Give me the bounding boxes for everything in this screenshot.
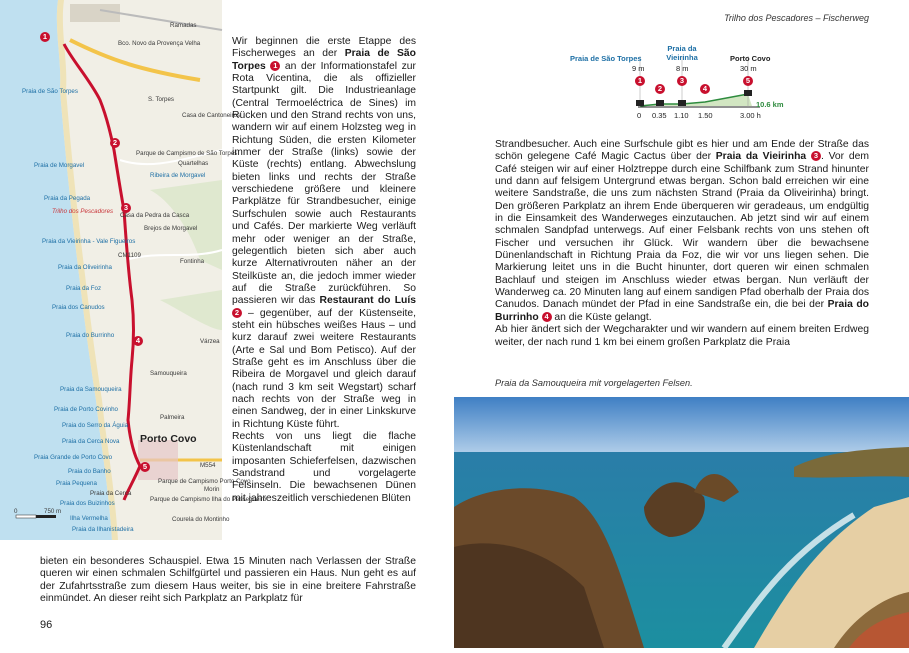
map-label: Praia da Cerca Nova [62,438,120,445]
map-label: Praia da Samouqueira [60,386,122,393]
map-label: Praia da Ilhanistadeira [72,526,134,533]
waypoint-badge-3: 3 [811,151,821,161]
map-label: Ribeira de Morgavel [150,172,206,179]
coast-photo [454,397,909,648]
profile-start-name: Praia de São Torpes [570,54,642,63]
waypoint-3: 3 [121,203,131,213]
map-label: Praia do Banho [68,468,111,475]
profile-dist-1: 0 [637,111,642,120]
right-column-text: Strandbesucher. Auch eine Surfschule gibt es hier und am Ende der Straße das schön gelegene Café Magic Cactus über der Praia da Vieirinha 3 . Vor dem Café steigen wir auf einer Holztreppe durch eine Schilfbank zum Strand hinunter und dann auf felsigem Untergrund etwas bergan. Schon bald erreichen wir eine weitere Sandstraße, die uns zum nächsten Strand (Praia da Oliveirinha) bringt. Den größeren Parkplatz an ihrem Ende überqueren wir geradeaus, um endgültig in die Einsamkeit des Wanderweges einzutauchen. Ab jetzt sind wir auf einem schmalen Sandpfad unterwegs. Auf einer Felsbank rechts von uns stehen oft Fischer und versuchen ihr Glück. Wir wandern über die bewachsene Dünenlandschaft in Richtung Praia da Foz, die wir vor uns liegen sehen. Die Markierung leitet uns in die Bucht hinunter, dort queren wir einen schmalen Bachlauf und steigen im Anschluss wieder etwas bergan. Nun verläuft der Wanderweg ca. 20 Minuten lang auf einem sandigen Pfad oberhalb der Praia dos Canudos. Danach mündet der Pfad in eine Sandstraße ein, die bei der Praia do Burrinho 4 an die Küste gelangt. Ab hier ändert sich der Wegcharakter und wir wandern auf einem breiten Erdweg weiter, der nach rund 1 km bei einem großen Parkplatz die Praia [495,139,869,348]
map-label: Praia da Vieirinha - Vale Figueiros [42,238,136,245]
profile-marker-2: 2 [655,84,665,94]
waypoint-badge-1: 1 [270,61,280,71]
map-label: Praia da Cerca [90,490,132,497]
profile-total: 10.6 km [756,100,784,109]
profile-marker-5: 5 [743,76,753,86]
map-label: Ramadas [170,22,197,29]
map-label: Praia dos Buizinhos [60,500,115,507]
map-label: Praia Pequena [56,480,97,487]
profile-marker-3: 3 [677,76,687,86]
map-label: Praia dos Canudos [52,304,105,311]
map-label: Trilho dos Pescadores [52,208,114,215]
map-label: CM1109 [118,252,141,259]
profile-marker-4: 4 [700,84,710,94]
profile-dist-3: 1.10 [674,111,689,120]
map-label: Palmeira [160,414,185,421]
map-label: Ilha Vermelha [70,515,108,522]
map-label: S. Torpes [148,96,175,103]
profile-dist-4: 1.50 [698,111,713,120]
map-label: Courela do Montinho [172,516,230,523]
bottom-left-text: bieten ein besonderes Schauspiel. Etwa 15 Minuten nach Verlassen der Straße queren wir einen schmalen Schilfgürtel und passieren ein Haus. Nun geht es auf der Zufahrtsstraße zum diesem Haus weiter, bis sie in eine breitere Fahrstraße einmündet. An dieser reiht sich Parkplatz an Parkplatz für [40,556,416,605]
map-label: Brejos de Morgavel [144,225,198,232]
waypoint-5: 5 [140,462,150,472]
map-label: Quartelhas [178,160,209,167]
map-label: Casa da Pedra da Casca [120,212,190,219]
profile-dist-2: 0.35 [652,111,667,120]
page-number: 96 [40,619,53,631]
route-map [0,0,267,540]
map-label: Parque de Campismo Ilha do Pessegueiro [150,496,267,503]
map-label-town: Porto Covo [140,433,197,445]
map-label: M554 [200,462,216,469]
map-label: Praia do Burrinho [66,332,115,339]
map-label: Casa de Cantoneiros [182,112,241,119]
map-label: Várzea [200,338,220,345]
map-label: Praia de Porto Covinho [54,406,118,413]
map-label: Praia de Morgavel [34,162,85,169]
profile-marker-1: 1 [635,76,645,86]
map-label: Fontinha [180,258,205,265]
map-label: Morin [204,486,220,493]
profile-start-elev: 9 m [632,64,645,73]
profile-mid-name: Praia da Vieirinha [666,44,698,62]
waypoint-2: 2 [110,138,120,148]
map-label: Praia Grande de Porto Covo [34,454,113,461]
scale-label: 750 m [44,508,62,515]
waypoint-badge-4: 4 [542,312,552,322]
map-label: Bco. Novo da Provença Velha [118,40,201,47]
map-label: Samouqueira [150,370,187,377]
profile-dist-5: 3.00 h [740,111,761,120]
map-label: Praia da Pegada [44,195,91,202]
waypoint-4: 4 [133,336,143,346]
map-label: Parque de Campismo de São Torpes [136,150,238,157]
profile-end-name: Porto Covo [730,54,771,63]
map-label: Praia da Oliveirinha [58,264,112,271]
running-header: Trilho dos Pescadores – Fischerweg [724,13,869,23]
left-column-text: Wir beginnen die erste Etappe des Fischerweges an der Praia de São Torpes 1 an der Informationstafel zur Rota Vicentina, die als offizieller Startpunkt gilt. Die Industrieanlage (Central Termoeléctrica de Sines) im Rücken und den Strand rechts von uns, wandern wir auf einem Holzsteg weg in Richtung Süden, die ersten Kilometer immer der Straße (links) sowie der Küste (rechts) entlang. Abwechslung bieten links und rechts der Straße verschiedene größere und kleinere Parkplätze für Strandbesucher, einige Surfschulen sowie auch Restaurants und Cafés. Der markierte Weg verläuft mehr oder weniger an der Straße, gelegentlich bieten sich aber auch kurze Alternativrouten näher an der Steilküste an, die jedoch immer wieder auf die Straße zurückführen. So passieren wir das Restaurant do Luís 2 – gegenüber, auf der Küstenseite, steht ein hübsches weißes Haus – und kurz darauf zwei weitere Restaurants (Arte e Sal und Bom Petisco). Auf der Straße geht es im Anschluss über die Ribeira de Morgavel und gleich darauf (nach rund 3 km seit Wegstart) scharf nach rechts von der Straße weg in einen Sandweg, der in einer Linkskurve in Richtung Küste führt. Rechts von uns liegt die flache Küstenlandschaft mit einigen imposanten Schieferfelsen, dazwischen Sandstrand und vorgelagerte Felsinseln. Die bewachsenen Dünen mit jahreszeitlich verschiedenen Blüten [232,36,417,504]
profile-mid-elev: 8 m [676,64,689,73]
map-label: Praia da Foz [66,285,102,292]
map-label: Praia de São Torpes [22,88,78,95]
photo-caption: Praia da Samouqueira mit vorgelagerten Felsen. [495,378,693,388]
waypoint-1: 1 [40,32,50,42]
elevation-profile [560,36,800,126]
coast-photo-graphic [454,397,909,648]
map-label: Parque de Campismo Porto Covo [158,478,251,485]
profile-end-elev: 30 m [740,64,757,73]
scale-zero: 0 [14,508,18,515]
map-label: Praia do Serro da Águia [62,422,129,429]
waypoint-badge-2: 2 [232,308,242,318]
